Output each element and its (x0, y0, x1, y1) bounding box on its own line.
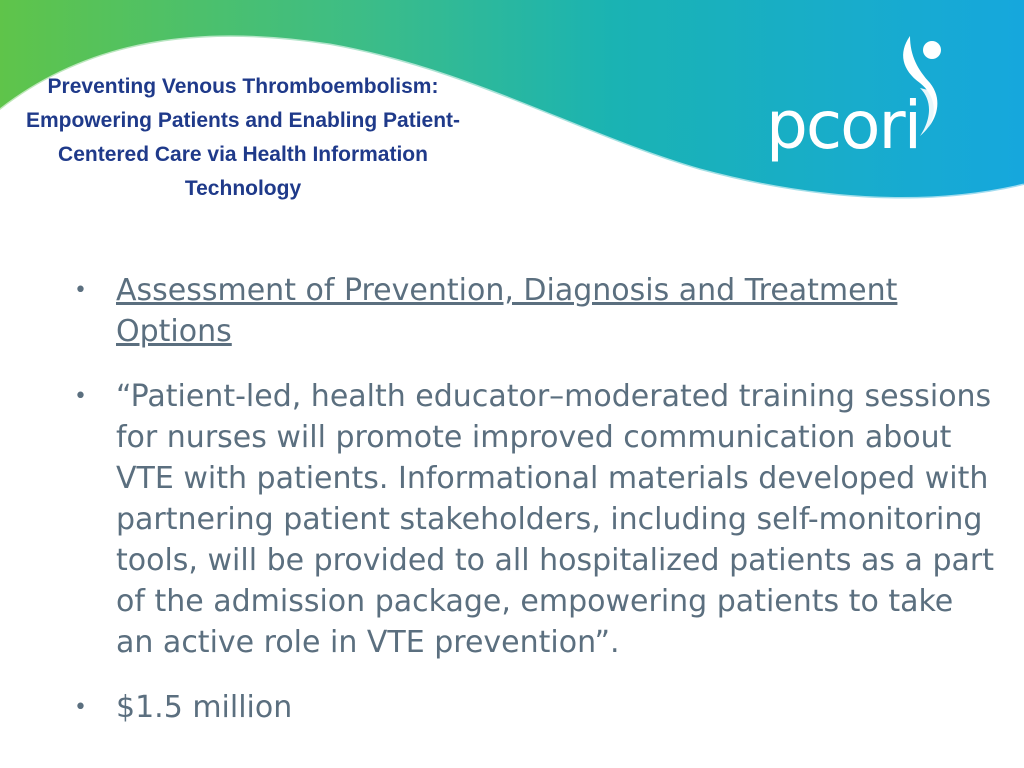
pcori-logo-text: pcori (766, 87, 921, 164)
bullet-item-assessment (74, 270, 994, 352)
bullet-list (74, 270, 994, 752)
bullet-item-quote (74, 376, 994, 663)
bullet-marker: • (74, 695, 87, 720)
quote-text: “Patient-led, health educator–moderated training sessions for nurses will promote improved communication about VTE with patients. Informational materials developed with partnering patient stakeholders, including self-monitoring tools, will be provided to all hospitalized patients as a part of the admission package, empowering patients to take an active role in VTE prevention”. (116, 379, 994, 660)
bullet-item-funding (74, 687, 994, 728)
bullet-marker: • (74, 384, 87, 409)
assessment-link[interactable]: Assessment of Prevention, Diagnosis and Treatment Options (116, 273, 898, 349)
funding-amount: $1.5 million (116, 690, 293, 725)
slide-title: Preventing Venous Thromboembolism: Empowering Patients and Enabling Patient-Centered Care via Health Information Technology (25, 75, 461, 200)
bullet-marker: • (74, 278, 87, 303)
